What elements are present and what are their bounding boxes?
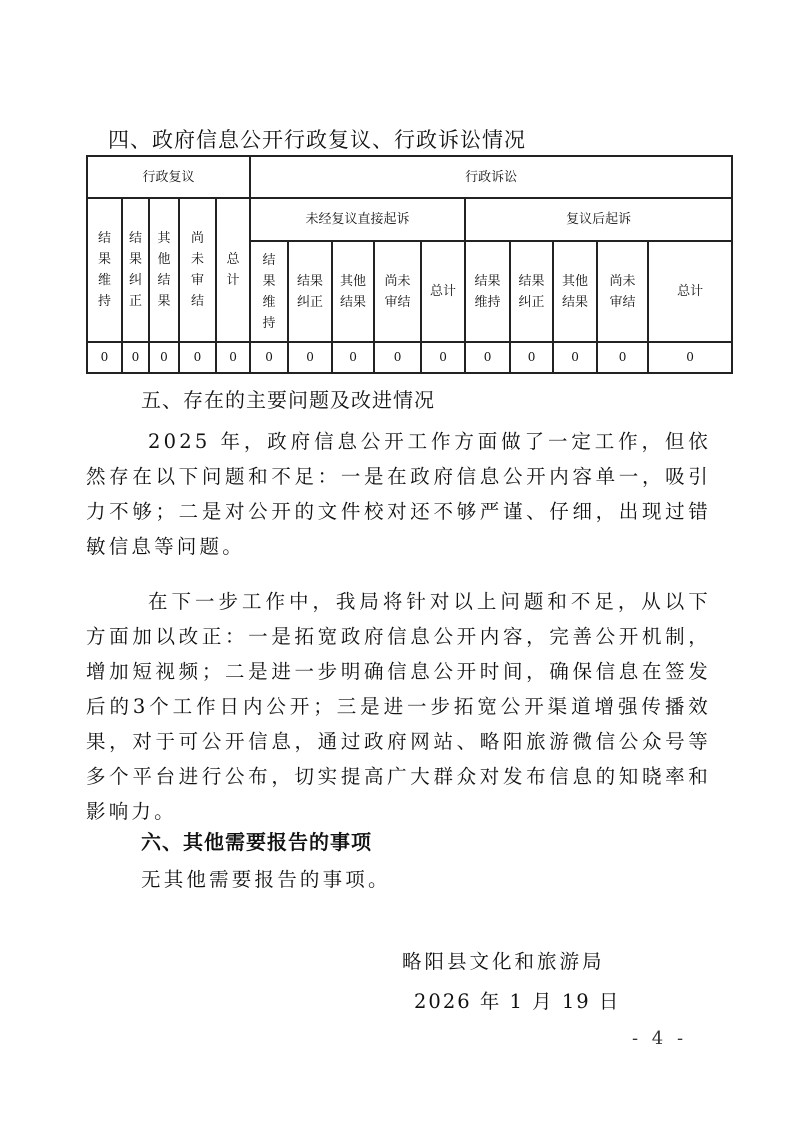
page-number: - 4 - (632, 1028, 688, 1049)
value-cell: 0 (288, 342, 332, 373)
header-after-corrected: 结果纠正 (510, 241, 553, 342)
header-admin-litigation: 行政诉讼 (250, 156, 732, 198)
value-cell: 0 (597, 342, 648, 373)
value-cell: 0 (553, 342, 597, 373)
value-cell: 0 (374, 342, 421, 373)
value-cell: 0 (122, 342, 149, 373)
value-cell: 0 (332, 342, 374, 373)
header-direct-other: 其他结果 (332, 241, 374, 342)
value-cell: 0 (216, 342, 250, 373)
header-review-other: 其他结果 (149, 198, 179, 342)
header-review-maintained: 结果维持 (87, 198, 122, 342)
value-cell: 0 (648, 342, 732, 373)
value-cell: 0 (421, 342, 465, 373)
improvements-paragraph: 在下一步工作中，我局将针对以上问题和不足，从以下方面加以改正：一是拓宽政府信息公开内容，完善公开机制，增加短视频；二是进一步明确信息公开时间，确保信息在签发后的3个工作日内公开；三是进一步拓宽公开渠道增强传播效果，对于可公开信息，通过政府网站、略阳旅游微信公众号等多个平台进行公布，切实提高广大群众对发布信息的知晓率和影响力。 (86, 590, 711, 823)
header-direct-corrected: 结果纠正 (288, 241, 332, 342)
header-after-maintained: 结果维持 (465, 241, 510, 342)
value-cell: 0 (465, 342, 510, 373)
signature-organization: 略阳县文化和旅游局 (402, 950, 605, 973)
header-direct-suit: 未经复议直接起诉 (250, 198, 465, 241)
section-four-title: 四、政府信息公开行政复议、行政诉讼情况 (108, 128, 526, 152)
header-after-pending: 尚未审结 (597, 241, 648, 342)
other-matters-paragraph: 无其他需要报告的事项。 (141, 868, 391, 891)
header-review-pending: 尚未审结 (179, 198, 216, 342)
problems-paragraph: 2025 年，政府信息公开工作方面做了一定工作，但依然存在以下问题和不足：一是在政府信息公开内容单一，吸引力不够；二是对公开的文件校对还不够严谨、仔细，出现过错敏信息等问题。 (86, 430, 711, 558)
review-litigation-table (86, 155, 733, 374)
header-direct-pending: 尚未审结 (374, 241, 421, 342)
header-review-total: 总计 (216, 198, 250, 342)
value-cell: 0 (510, 342, 553, 373)
header-admin-review: 行政复议 (87, 156, 250, 198)
header-after-total: 总计 (648, 241, 732, 342)
header-after-other: 其他结果 (553, 241, 597, 342)
section-five-title: 五、存在的主要问题及改进情况 (141, 388, 435, 412)
value-cell: 0 (87, 342, 122, 373)
header-suit-after-review: 复议后起诉 (465, 198, 732, 241)
signature-date: 2026 年 1 月 19 日 (414, 990, 621, 1013)
value-cell: 0 (179, 342, 216, 373)
header-review-corrected: 结果纠正 (122, 198, 149, 342)
value-cell: 0 (250, 342, 288, 373)
value-cell: 0 (149, 342, 179, 373)
section-six-title: 六、其他需要报告的事项 (141, 830, 372, 854)
table-row-values (87, 342, 732, 373)
header-direct-maintained: 结果维持 (250, 241, 288, 342)
header-direct-total: 总计 (421, 241, 465, 342)
